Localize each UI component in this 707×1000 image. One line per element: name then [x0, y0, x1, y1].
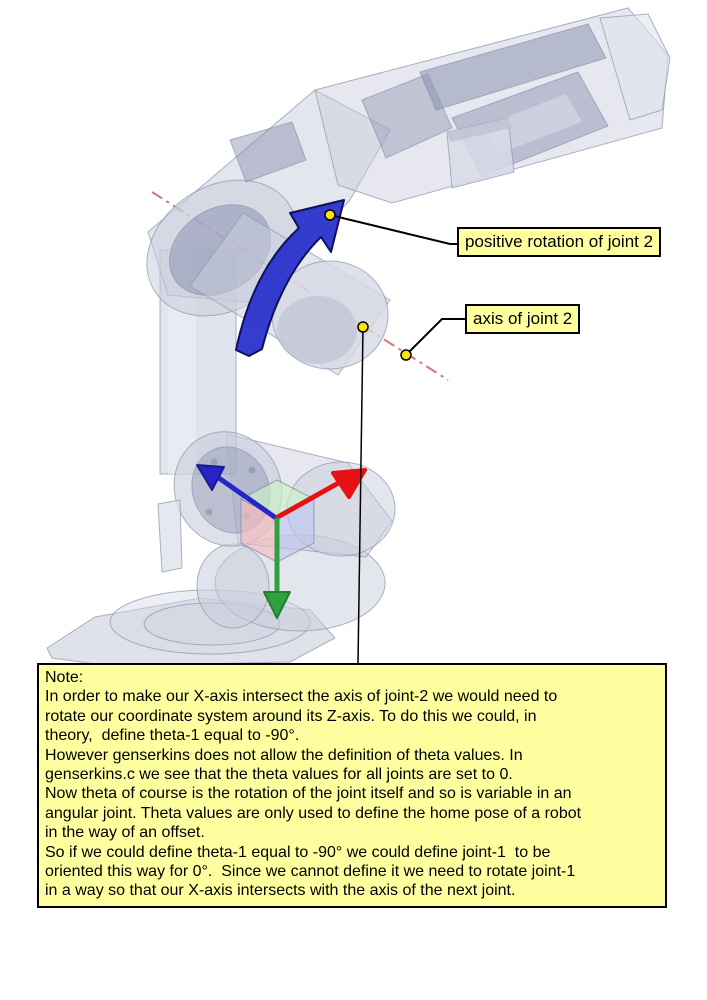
note-line: So if we could define theta-1 equal to -90° we could define joint-1 to be	[45, 843, 551, 861]
note-line: Now theta of course is the rotation of the joint itself and so is variable in an	[45, 785, 572, 803]
note-line: in a way so that our X-axis intersects with the axis of the next joint.	[45, 882, 516, 900]
elbow-bracket	[158, 500, 182, 572]
note-line: oriented this way for 0°. Since we cannot define it we need to rotate joint-1	[45, 863, 576, 881]
leader-line-axis	[406, 319, 466, 355]
marker-dot-rotation	[325, 210, 335, 220]
note-line: In order to make our X-axis intersect the axis of joint-2 we would need to	[45, 688, 558, 706]
note-line: However genserkins does not allow the definition of theta values. In	[45, 746, 523, 764]
callout-positive-rotation	[457, 227, 661, 257]
note-line: genserkins.c we see that the theta values for all joints are set to 0.	[45, 766, 513, 784]
callout-axis-of-joint2-label: axis of joint 2	[473, 309, 573, 328]
callout-axis-of-joint2	[465, 304, 580, 334]
note-box	[37, 663, 667, 908]
leader-line-rotation	[330, 215, 458, 244]
marker-dot-axis-1	[358, 322, 368, 332]
note-line: rotate our coordinate system around its Z-axis. To do this we could, in	[45, 707, 537, 725]
callout-positive-rotation-label: positive rotation of joint 2	[465, 232, 654, 251]
note-line: theory, define theta-1 equal to -90°.	[45, 727, 300, 745]
note-line: in the way of an offset.	[45, 824, 205, 842]
note-line: angular joint. Theta values are only used to define the home pose of a robot	[45, 804, 582, 822]
joint2-cylinder-face-shade	[277, 296, 357, 364]
joint1-cylinder-end	[197, 544, 269, 628]
marker-dot-axis-2	[401, 350, 411, 360]
robot-arm	[47, 8, 670, 666]
note-line: Note:	[45, 669, 84, 686]
